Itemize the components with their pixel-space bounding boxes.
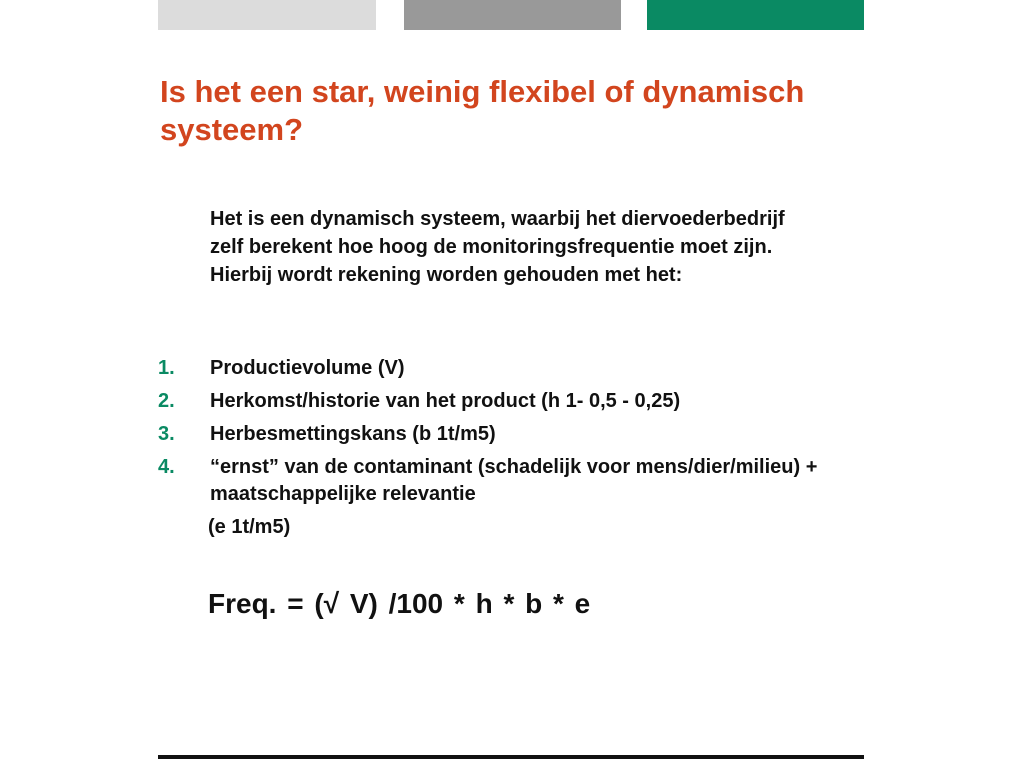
frequency-formula: Freq. = (√ V) /100 * h * b * e	[208, 588, 591, 619]
list-item-continuation: (e 1t/m5)	[208, 516, 291, 538]
list-item-text: Herkomst/historie van het product (h 1- 0,5 - 0,25)	[210, 390, 681, 412]
list-number: 2.	[158, 390, 175, 412]
list-number: 3.	[158, 423, 175, 445]
list-item	[158, 454, 858, 541]
list-number: 1.	[158, 357, 175, 379]
list-item-text: “ernst” van de contaminant (schadelijk voor mens/dier/milieu) + maatschappelijke relevantie	[210, 456, 818, 505]
header-bar-green	[647, 0, 864, 30]
footer-rule	[158, 755, 864, 759]
slide-title: Is het een star, weinig flexibel of dynamisch systeem?	[160, 74, 805, 147]
list-item	[158, 355, 858, 382]
header-bar-gray	[404, 0, 621, 30]
list-item	[158, 421, 858, 448]
factor-list	[158, 355, 858, 547]
intro-paragraph: Het is een dynamisch systeem, waarbij het diervoederbedrijf zelf berekent hoe hoog de monitoringsfrequentie moet zijn. Hierbij wordt rekening worden gehouden met het:	[210, 208, 785, 286]
list-number: 4.	[158, 456, 175, 478]
header-bar-light	[158, 0, 376, 30]
list-item-text: Herbesmettingskans (b 1t/m5)	[210, 423, 496, 445]
list-item-text: Productievolume (V)	[210, 357, 405, 379]
list-item	[158, 388, 858, 415]
